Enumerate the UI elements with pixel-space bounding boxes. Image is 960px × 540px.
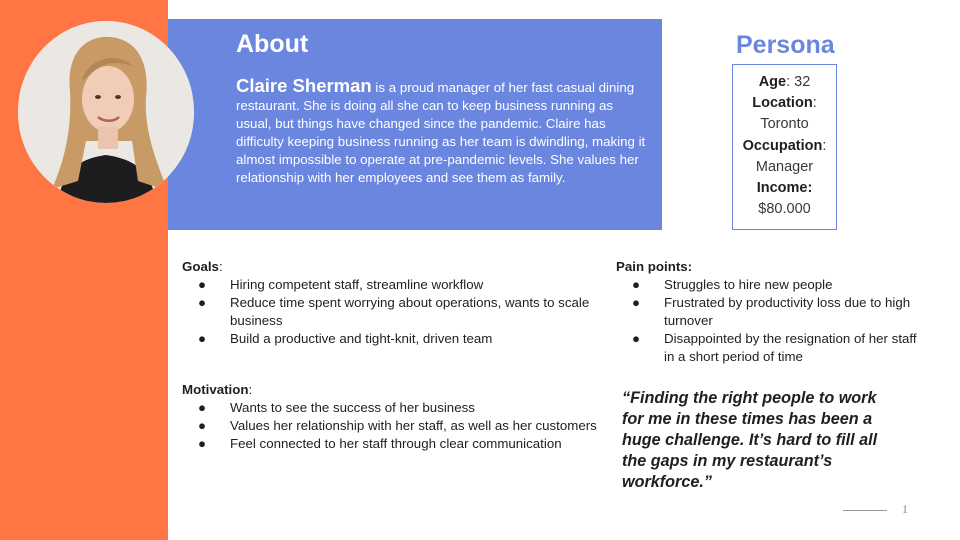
persona-location xyxy=(733,93,836,114)
persona-quote: “Finding the right people to work for me in these times has been a huge challenge. It’s hard to fill all the gaps in my restaurant’s workforce.” xyxy=(622,389,878,491)
motivation-text: Wants to see the success of her business xyxy=(230,400,475,415)
goal-text: Build a productive and tight-knit, driven team xyxy=(230,331,493,346)
about-description xyxy=(236,77,646,187)
persona-occupation xyxy=(733,136,836,157)
location-label: Location xyxy=(752,95,813,112)
occupation-value: Manager xyxy=(755,158,814,175)
bullet-icon: ● xyxy=(198,277,207,292)
persona-details-box xyxy=(732,64,837,230)
location-colon: : xyxy=(812,95,817,112)
motivation-colon: : xyxy=(248,382,253,397)
bullet-icon: ● xyxy=(632,295,641,310)
pain-points-list xyxy=(616,276,926,366)
bullet-icon: ● xyxy=(198,331,207,346)
pain-point-text: Struggles to hire new people xyxy=(664,277,833,292)
list-item xyxy=(182,417,602,435)
goals-colon: : xyxy=(218,259,223,274)
bullet-icon: ● xyxy=(198,400,207,415)
motivation-label: Motivation xyxy=(182,382,249,397)
list-item xyxy=(182,276,602,294)
motivation-text: Values her relationship with her staff, as well as her customers xyxy=(230,418,597,433)
persona-name: Claire Sherman xyxy=(236,75,372,96)
income-label: Income: xyxy=(756,180,813,197)
list-item xyxy=(182,435,602,453)
goals-section xyxy=(182,258,602,348)
about-title: About xyxy=(236,30,309,58)
page-divider xyxy=(843,510,887,511)
goals-label: Goals xyxy=(182,259,219,274)
list-item xyxy=(182,399,602,417)
persona-title: Persona xyxy=(736,31,835,59)
bullet-icon: ● xyxy=(632,277,641,292)
goals-list xyxy=(182,276,602,348)
motivation-heading xyxy=(182,381,602,399)
age-label: Age xyxy=(758,74,787,90)
bullet-icon: ● xyxy=(198,436,207,451)
pain-points-section xyxy=(616,258,926,366)
bullet-icon: ● xyxy=(198,295,207,310)
occupation-colon: : xyxy=(822,137,827,154)
about-description-text: is a proud manager of her fast casual dining restaurant. She is doing all she can to keep business running as usual, but things have changed since the pandemic. Claire has difficulty keeping business running as her team is dwindling, making it almost impossible to operate at pre-pandemic levels. She values her relationship with her employees and see them as family. xyxy=(236,80,646,185)
pain-points-heading xyxy=(616,258,926,276)
persona-photo xyxy=(18,21,194,203)
pain-point-text: Disappointed by the resignation of her staff in a short period of time xyxy=(664,331,917,364)
income-value: $80.000 xyxy=(758,201,811,218)
persona-income xyxy=(733,178,836,199)
goal-text: Hiring competent staff, streamline workflow xyxy=(230,277,484,292)
page-number: 1 xyxy=(902,502,908,516)
occupation-label: Occupation xyxy=(742,137,823,154)
location-value: Toronto xyxy=(760,116,809,133)
goals-heading xyxy=(182,258,602,276)
list-item xyxy=(182,330,602,348)
pain-points-label: Pain points: xyxy=(616,259,693,274)
list-item xyxy=(182,294,602,330)
age-value: : 32 xyxy=(786,74,811,90)
motivation-list xyxy=(182,399,602,453)
bullet-icon: ● xyxy=(198,418,207,433)
goal-text: Reduce time spent worrying about operations, wants to scale business xyxy=(230,295,590,328)
motivation-section xyxy=(182,381,602,453)
persona-age xyxy=(733,72,836,93)
bullet-icon: ● xyxy=(632,331,641,346)
list-item xyxy=(616,294,926,330)
motivation-text: Feel connected to her staff through clear communication xyxy=(230,436,562,451)
pain-point-text: Frustrated by productivity loss due to high turnover xyxy=(664,295,911,328)
list-item xyxy=(616,276,926,294)
list-item xyxy=(616,330,926,366)
persona-photo-image xyxy=(18,21,194,203)
